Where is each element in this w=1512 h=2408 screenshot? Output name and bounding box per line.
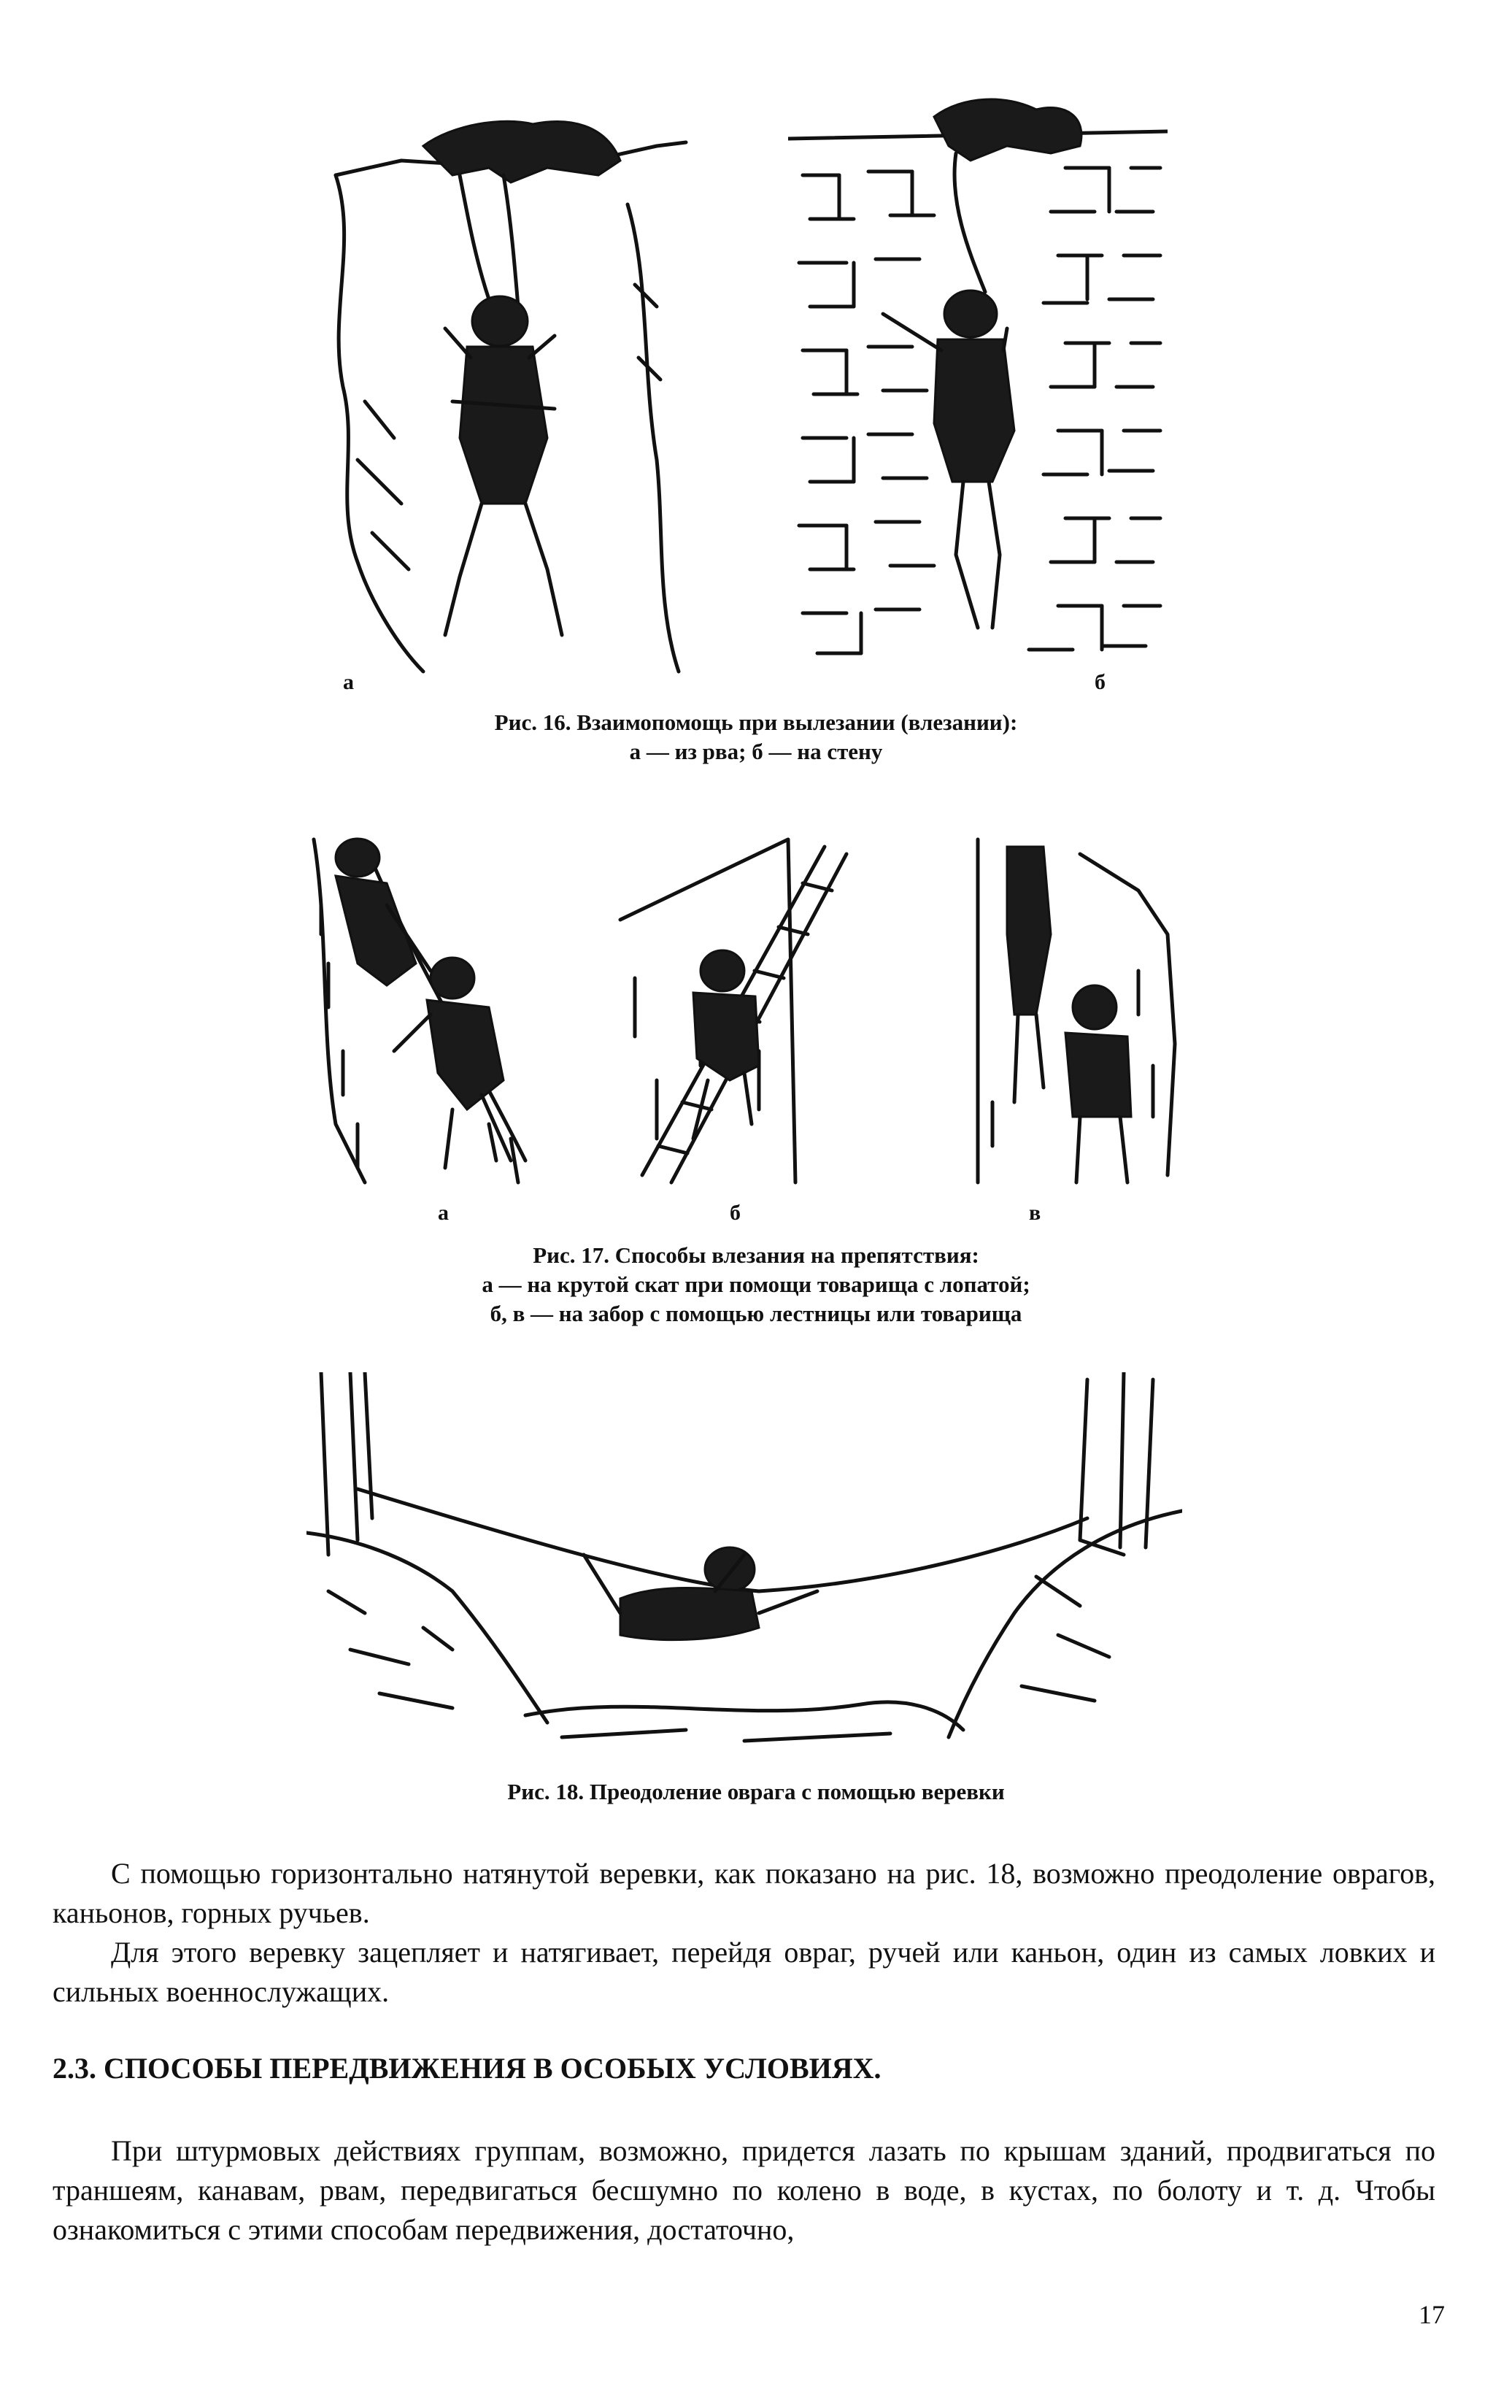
paragraph-2: Для этого веревку зацепляет и натягивает, перейдя овраг, ручей или каньон, один из самых ловких и сильных военнослужащих. [53,1936,1435,2008]
figure-17-panel-v-label: в [1029,1201,1041,1225]
figure-17b-illustration [613,832,854,1197]
figure-17a-illustration [306,818,555,1197]
section-heading: 2.3. СПОСОБЫ ПЕРЕДВИЖЕНИЯ В ОСОБЫХ УСЛОВИЯХ. [53,2052,882,2085]
figure-16a-illustration [314,95,693,679]
paragraph-1: С помощью горизонтально натянутой веревки, как показано на рис. 18, возможно преодоление оврагов, каньонов, горных ручьев. [53,1857,1435,1929]
section-paragraph: При штурмовых действиях группам, возможно, придется лазать по крышам зданий, продвигаться по траншеям, канавам, рвам, передвигаться бесшумно по колено в воде, в кустах, по болоту и т. д. Чтобы ознакомиться с этими способам передвижения, достаточно, [53,2134,1435,2246]
figure-17-caption-line1: Рис. 17. Способы влезания на препятствия: [533,1242,979,1268]
figure-16b-illustration [788,88,1168,672]
figure-17-caption-line3: б, в — на забор с помощью лестницы или товарища [490,1301,1022,1326]
figure-18-caption [0,1777,1512,1807]
section-body [53,2131,1435,2250]
figure-17-panel-a-label: а [438,1201,449,1225]
body-paragraphs [53,1854,1435,2012]
figure-16-panel-b-label: б [1095,670,1106,694]
figure-17-caption [0,1241,1512,1328]
figure-16-caption-line1: Рис. 16. Взаимопомощь при вылезании (влезании): [494,709,1018,735]
figure-18-illustration [306,1372,1182,1752]
figure-18-caption-text: Рис. 18. Преодоление оврага с помощью веревки [507,1779,1005,1804]
figure-17-caption-line2: а — на крутой скат при помощи товарища с лопатой; [482,1272,1030,1297]
figure-16-caption [0,708,1512,766]
figure-16-panel-a-label: а [343,670,354,694]
page-number: 17 [1419,2300,1445,2329]
figure-17-panel-b-label: б [730,1201,741,1225]
figure-17v-illustration [963,825,1182,1197]
figure-16-caption-line2: а — из рва; б — на стену [629,739,883,764]
